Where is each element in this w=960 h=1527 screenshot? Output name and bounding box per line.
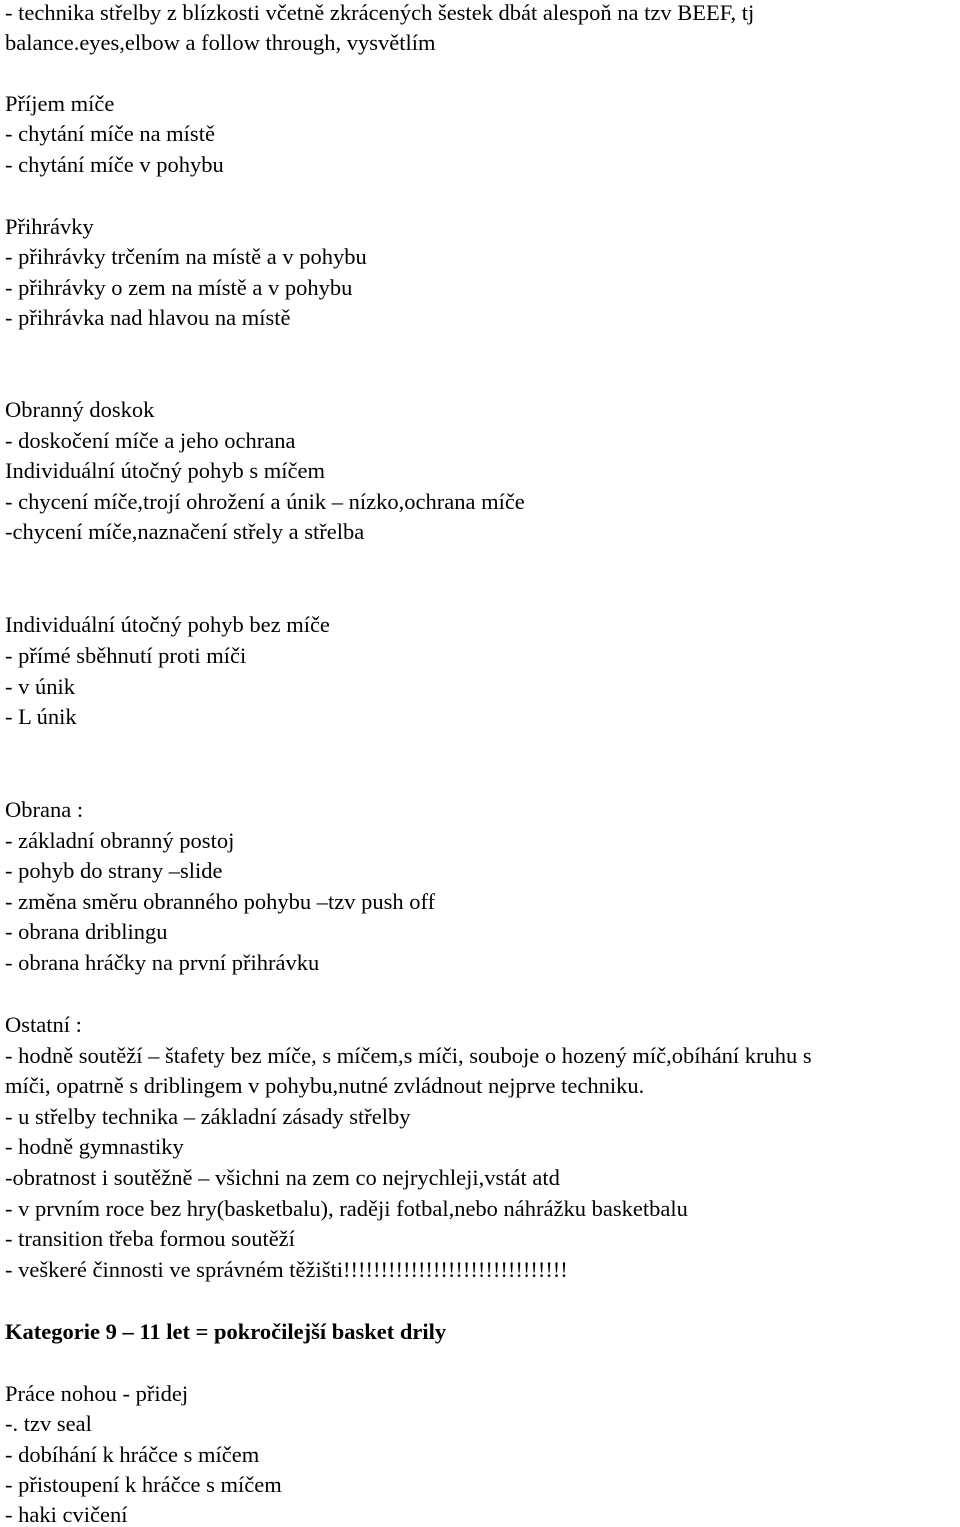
text-line-technika: - technika střelby z blízkosti včetně zkrácených šestek dbát alespoň na tzv BEEF, tj [5, 0, 755, 25]
list-item: - chytání míče v pohybu [5, 152, 224, 177]
list-item: -chycení míče,naznačení střely a střelba [5, 519, 365, 544]
list-item: - doskočení míče a jeho ochrana [5, 428, 296, 453]
list-item: - haki cvičení [5, 1502, 128, 1527]
list-item: - přímé sběhnutí proti míči [5, 643, 247, 668]
section-heading-doskok: Obranný doskok [5, 397, 155, 422]
list-item: - v únik [5, 674, 75, 699]
list-item: - základní obranný postoj [5, 828, 235, 853]
list-item: - přihrávky o zem na místě a v pohybu [5, 275, 353, 300]
section-heading-utocny-bez-mice: Individuální útočný pohyb bez míče [5, 612, 330, 637]
list-item: - L únik [5, 704, 77, 729]
list-item: - hodně gymnastiky [5, 1134, 184, 1159]
section-heading-obrana: Obrana : [5, 797, 84, 822]
list-item: -. tzv seal [5, 1411, 92, 1436]
list-item: -obratnost i soutěžně – všichni na zem co nejrychleji,vstát atd [5, 1165, 560, 1190]
list-item: - chycení míče,trojí ohrožení a únik – nízko,ochrana míče [5, 489, 525, 514]
list-item: - dobíhání k hráčce s míčem [5, 1442, 260, 1467]
section-heading-ostatni: Ostatní : [5, 1012, 82, 1037]
list-item: - obrana driblingu [5, 919, 168, 944]
section-heading-prihravky: Přihrávky [5, 214, 94, 239]
list-item: - obrana hráčky na první přihrávku [5, 950, 320, 975]
list-item: - přihrávka nad hlavou na místě [5, 305, 291, 330]
list-item: - přistoupení k hráčce s míčem [5, 1472, 282, 1497]
list-item: - v prvním roce bez hry(basketbalu), raději fotbal,nebo náhrážku basketbalu [5, 1196, 688, 1221]
section-heading-utocny-s-micem: Individuální útočný pohyb s míčem [5, 458, 325, 483]
text-line-balance: balance.eyes,elbow a follow through, vysvětlím [5, 30, 436, 55]
section-heading-prace-nohou: Práce nohou - přidej [5, 1381, 189, 1406]
list-item: - u střelby technika – základní zásady střelby [5, 1104, 411, 1129]
list-item: - změna směru obranného pohybu –tzv push off [5, 889, 436, 914]
list-item: - pohyb do strany –slide [5, 858, 223, 883]
list-item: - hodně soutěží – štafety bez míče, s míčem,s míči, souboje o hozený míč,obíhání kruhu s [5, 1043, 812, 1068]
list-item: - transition třeba formou soutěží [5, 1226, 295, 1251]
list-item: - přihrávky trčením na místě a v pohybu [5, 244, 367, 269]
category-heading: Kategorie 9 – 11 let = pokročilejší basket drily [5, 1319, 447, 1344]
list-item: - veškeré činnosti ve správném těžišti!!!!!!!!!!!!!!!!!!!!!!!!!!!!!! [5, 1257, 568, 1282]
list-item: - chytání míče na místě [5, 121, 215, 146]
section-heading-prijem: Příjem míče [5, 91, 115, 116]
list-item-continuation: míči, opatrně s driblingem v pohybu,nutné zvládnout nejprve techniku. [5, 1073, 645, 1098]
